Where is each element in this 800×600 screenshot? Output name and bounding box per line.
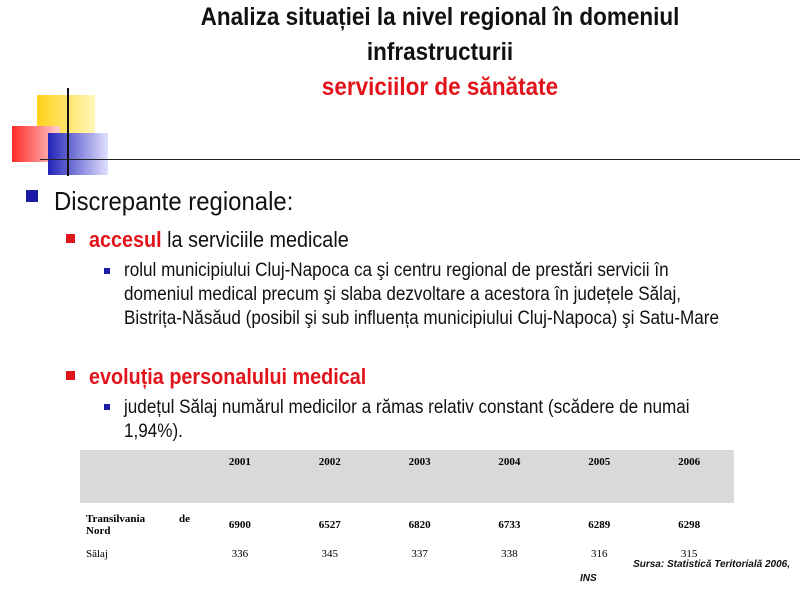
bullet-accesul: [89, 226, 349, 254]
source-line-1: Sursa: Statistică Teritorială 2006,: [633, 559, 790, 570]
value-cell: 345: [321, 548, 338, 560]
accesul-rest: la serviciile medicale: [161, 227, 349, 252]
title-line-3: serviciilor de sănătate: [321, 73, 559, 101]
slide-title: [170, 0, 710, 105]
value-cell: 315: [680, 548, 698, 560]
table-header-cell: 2005: [554, 450, 644, 503]
accesul-highlight: accesul: [89, 227, 162, 252]
value-cell: 6820: [408, 519, 431, 531]
title-line-2: infrastructurii: [366, 38, 514, 66]
value-cell: 316: [590, 548, 608, 560]
bullet-square-icon: [104, 268, 110, 274]
table-header-cell: 2003: [375, 450, 465, 503]
table-header-cell: 2006: [644, 450, 734, 503]
table-header-cell: 2002: [285, 450, 375, 503]
table-header-cell: 2001: [195, 450, 285, 503]
decorative-squares: [0, 0, 120, 180]
source-note: [580, 558, 790, 586]
blue-square: [48, 133, 108, 175]
value-cell: 337: [411, 548, 428, 560]
value-cell: 6733: [498, 519, 521, 531]
value-cell: 6289: [588, 519, 611, 531]
title-divider: [40, 159, 800, 160]
bullet-rol-municipiu: rolul municipiului Cluj-Napoca ca şi centru regional de prestări servicii în domeniul medical precum şi slaba dezvoltare a acestora în județele Sălaj, Bistrița-Năsăud (posibil şi sub influența municipiului Cluj-Napoca) şi Satu-Mare: [124, 260, 719, 329]
table-row: [80, 503, 734, 547]
region-cell: Transilvania de Nord: [86, 513, 190, 537]
region-cell: Sălaj: [86, 548, 108, 560]
table-header-cell: [80, 450, 195, 503]
title-line-1: Analiza situației la nivel regional în domeniul: [200, 3, 680, 31]
medici-table: [80, 450, 734, 573]
value-cell: 6298: [678, 519, 701, 531]
bullet-evolutia: evoluția personalului medical: [89, 364, 367, 389]
value-cell: 6527: [318, 519, 341, 531]
bullet-judetul-salaj: județul Sălaj numărul medicilor a rămas relativ constant (scădere de numai 1,94%).: [124, 397, 690, 442]
bullet-square-icon: [26, 190, 38, 202]
bullet-square-icon: [66, 371, 75, 380]
bullet-square-icon: [66, 234, 75, 243]
source-line-2: INS: [580, 573, 597, 584]
table-header-cell: 2004: [464, 450, 554, 503]
table-header-row: [80, 450, 734, 503]
bullet-square-icon: [104, 404, 110, 410]
bullet-discrepante: Discrepante regionale:: [54, 186, 294, 216]
value-cell: 6900: [228, 519, 251, 531]
value-cell: 338: [501, 548, 518, 560]
value-cell: 336: [231, 548, 249, 560]
